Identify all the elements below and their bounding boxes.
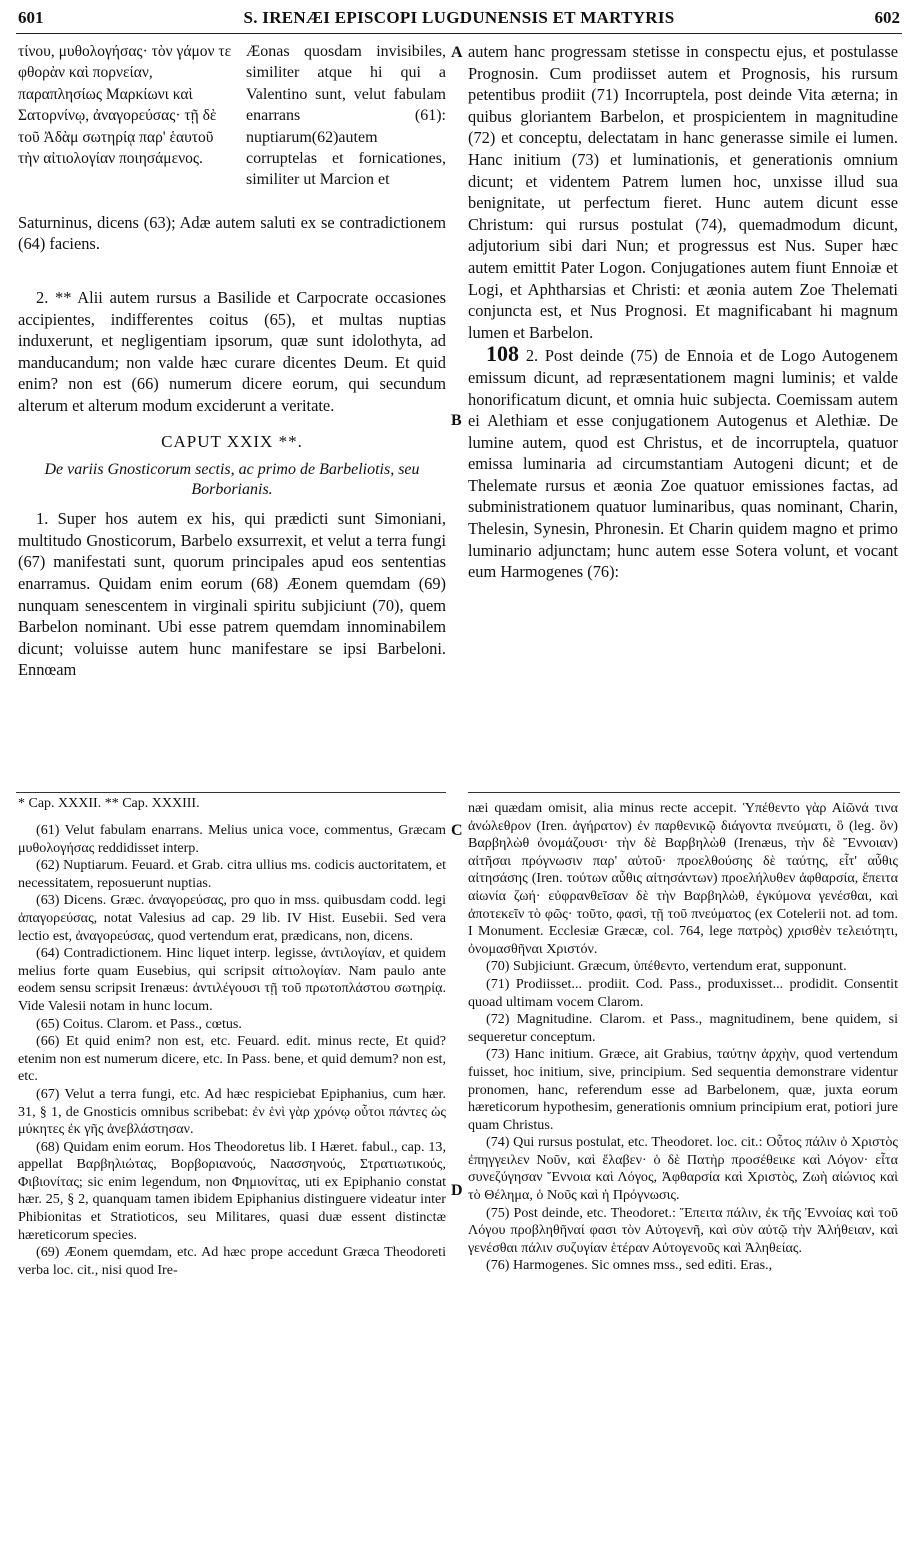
chapter-paragraph-1: 1. Super hos autem ex his, qui prædicti sunt Simoniani, multitudo Gnosticorum, Barbelo exsurrexit, et velut a terra fungi (67) manifestati sunt, quorum principales apud eos sententias enarramus. Quidam enim eorum (68) Æonem quemdam (69) nunquam senescentem in virginali spiritu subjiciunt (70), quem Barbelon nominant. Ubi esse patrem quemdam innominabilem dicunt; voluisse autem hunc manifestare se ipsi Barbeloni. Ennœam: [18, 509, 446, 680]
margin-mark-c: C: [451, 822, 463, 839]
left-main-text: [18, 287, 446, 681]
chapter-references: * Cap. XXXII. ** Cap. XXXIII.: [18, 796, 200, 811]
latin-text-block: Æonas quosdam invisibiles, similiter atque hi qui a Valentino sunt, velut fabulam enarrans (61): nuptiarum(62)autem corruptelas et fornicationes, similiter ut Marcion et: [246, 43, 446, 189]
chapter-heading: CAPUT XXIX **.: [161, 431, 303, 451]
footnote: (66) Et quid enim? non est, etc. Feuard. edit. minus recte, Et quid? etenim non est numerum dicere, etc. In Pass. bene, et quid demum? non est, etc.: [18, 1033, 446, 1085]
footnote: (62) Nuptiarum. Feuard. et Grab. citra ullius ms. codicis auctoritatem, et necessitatem, reposuerunt nuptias.: [18, 857, 446, 891]
footnote: (72) Magnitudine. Clarom. et Pass., magnitudinem, bene quidem, si sequeretur conceptum.: [468, 1011, 898, 1045]
footnote: (65) Coitus. Clarom. et Pass., cœtus.: [36, 1015, 242, 1032]
footnote: (68) Quidam enim eorum. Hos Theodoretus lib. I Hæret. fabul., cap. 13, appellat Βαρβηλιώτας, Βορβοριανούς, Νaασσηνούς, Στρατιωτικούς, Φιβιονίτας; sic enim legendum, non Φημιονίτας, uti ex Epiphanio constat hær. 25, § 2, quanquam tamen ibidem Epiphanius distinguere videatur inter Phibionitas et Stratioticos, seu Militares, quasi duæ essent distinctæ hæreticorum species.: [18, 1138, 446, 1243]
footnote-rule-left: [16, 792, 446, 793]
footnotes-left: [18, 822, 446, 1279]
footnote: (73) Hanc initium. Græce, ait Grabius, ταύτην ἀρχὴν, quod vertendum fuisset, hoc initium, sive, principium. Sed sequentia demonstrare videntur pronomen, hanc, referendum esse ad Barbelonem, quæ, juxta eorum hæreticorum hypothesim, generationis omnium principium erat, potiori jure quam Christus.: [468, 1046, 898, 1133]
header-rule: [16, 33, 902, 34]
footnote: (70) Subjiciunt. Græcum, ὑπέθεντο, vertendum erat, supponunt.: [486, 958, 847, 975]
footnote: (71) Prodiisset... prodiit. Cod. Pass., produxisset... prodidit. Consentit quoad ultimam vocem Clarom.: [468, 975, 898, 1010]
greek-text-block: τίνου, μυθολογήσας· τὸν γάμον τε φθορὰν καὶ πορνείαν, παραπλησίως Μαρκίωνι καὶ Σατορνίνῳ, ἀναγορεύσας· τῇ δὲ τοῦ Ἀδὰμ σωτηρίᾳ παρ' ἑαυτοῦ τὴν αἰτιολογίαν ποιησάμενος.: [18, 43, 232, 168]
footnote: (61) Velut fabulam enarrans. Melius unica voce, commentus, Græcam μυθολογήσας reddidisset interp.: [18, 822, 446, 856]
footnote-continuation: næi quædam omisit, alia minus recte accepit. Ὑπέθεντο γὰρ Αἰῶνά τινα ἀνώλεθρον (Iren. ἀγήρατον) ἐν παρθενικῷ διάγοντα πνεύματι, ὃ (leg. ὃν) Βαρβηλὼθ ὀνομάζουσι· τὴν δὲ Βαρβηλὼθ (Irenæus, τὴν δὲ Ἔννοιαν) αἰτῆσαι πρόγνωσιν παρ' αὐτοῦ· προελθούσης δὲ ταύτης, εἶτ' αὖθις αἰτησάσης (Iren. τούτων αὖθις αἰτησάντων) προελήλυθεν ἀφθαρσία, ἔπειτα αἰωνία ζωή· εὐφρανθεῖσαν δὲ τὴν Βαρβηλὼθ, ἐγκύμονα γενέσθαι, καὶ ἀποτεκεῖν τὸ φῶς· τοῦτο, φασὶ, τῇ τοῦ πνεύματος (ex Cotelerii not. ad tom. I Monument. Ecclesiæ Græcæ, col. 764, lege πατρὸς) χρισθὲν τελειότητι, ὀνομασθῆναι Χριστόν.: [468, 800, 898, 957]
paragraph-2: 2. ** Alii autem rursus a Basilide et Carpocrate occasiones accipientes, indifferentes coitus (65), et multas nuptias induxerunt, et negligentiam ipsorum, quæ sunt idolothyta, ad manducandum; non valde hæc curare dicentes Deum. Et quid enim? non est (66) numerum dicere eorum, qui secundum alterum et alterum modum exciderunt a veritate.: [18, 288, 446, 415]
latin-continuation: Saturninus, dicens (63); Adæ autem saluti ex se contradictionem (64) faciens.: [18, 213, 446, 254]
margin-mark-b: B: [451, 412, 462, 429]
right-main-text: [468, 41, 898, 583]
footnote: (63) Dicens. Græc. ἀναγορεύσας, pro quo in mss. quibusdam codd. legi ἀπαγορεύσας, notat Valesius ad cap. 29 lib. IV Hist. Eusebii. Sed vera lectio est, ἀναγορεύσας, quod vertendum erat, prædicans, non, dicens.: [18, 892, 446, 944]
footnote: (74) Qui rursus postulat, etc. Theodoret. loc. cit.: Οὗτος πάλιν ὁ Χριστὸς ἐπηγγειλεν Νοῦν, καὶ ἔλαβεν· ὁ δὲ Πατὴρ προσέθεικε καὶ Λόγον· εἶτα συνεζύγησαν Ἔννοια καὶ Λόγος, Ἀφθαρσία καὶ Χριστὸς, Ζωὴ αἰώνιος καὶ τὸ Θέλημα, ὁ Νοῦς καὶ ἡ Πρόγνωσις.: [468, 1134, 898, 1204]
running-title: S. IRENÆI EPISCOPI LUGDUNENSIS ET MARTYRIS: [243, 8, 675, 27]
footnote: (75) Post deinde, etc. Theodoret.: Ἔπειτα πάλιν, ἐκ τῆς Ἐννοίας καὶ τοῦ Λόγου προβληθῆναί φασι τὸν Αὐτογενῆ, καὶ σὺν αὐτῷ τὴν Ἀλήθειαν, καὶ γενέσθαι πάλιν συζυγίαν ἑτέραν Αὐτογενοῦς καὶ Ἀληθείας.: [468, 1204, 898, 1256]
left-page-number: 601: [18, 8, 44, 27]
section-number: 108: [486, 341, 519, 367]
right-paragraph-2-text: 2. Post deinde (75) de Ennoia et de Logo Autogenem emissum dicunt, ad repræsentationem magni luminis; et valde honorificatum dicunt, et omnia huic subjecta. Coemissam autem ei Alethiam et esse conjugationem Autogenus et Alethiæ. De lumine autem, quod est Christus, et de incorruptela, quatuor emissa luminaria ad circumstantiam Autogeni dicunt; et de Thelemate rursus et æonia Zoe quatuor emissiones factas, ad subministrationem quatuor luminaribus, quas nominant, Charin, Thelesin, Synesin, Phronesin. Et Charin quidem magno et primo luminario adjunctam; hunc autem esse Sotera volunt, et vocant eum Harmogenes (76):: [468, 346, 898, 582]
margin-mark-d: D: [451, 1182, 463, 1199]
right-paragraph-2: [468, 343, 898, 583]
margin-mark-a: A: [451, 44, 463, 61]
chapter-subtitle: De variis Gnosticorum sectis, ac primo de Barbeliotis, seu Borborianis.: [44, 461, 420, 499]
footnote: (76) Harmogenes. Sic omnes mss., sed editi. Eras.,: [486, 1257, 773, 1274]
footnote-rule-right: [468, 792, 900, 793]
footnote: (69) Æonem quemdam, etc. Ad hæc prope accedunt Græca Theodoreti verba loc. cit., nisi quod Ire-: [18, 1244, 446, 1278]
right-page-number: 602: [874, 8, 900, 27]
footnote: (67) Velut a terra fungi, etc. Ad hæc respiciebat Epiphanius, cum hær. 31, § 1, de Gnosticis omnibus scribebat: ἐν ἑνὶ γὰρ χρόνῳ οὗτοι πάντες ὡς μύκητες ἐκ γῆς ἀνεβλάστησαν.: [18, 1085, 446, 1138]
footnote: (64) Contradictionem. Hinc liquet interp. legisse, ἀντιλογίαν, et quidem melius forte quam Eusebius, qui scripsit αἰτιολογίαν. Nam paulo ante eodem sensu scripsit Irenæus: ἀντιλέγουσι τῇ τοῦ πρωτοπλάστου σωτηρίᾳ. Vide Valesii notam in hunc locum.: [18, 945, 446, 1014]
right-paragraph-1: autem hanc progressam stetisse in conspectu ejus, et postulasse Prognosin. Cum prodiisset autem et Prognosis, his rursum petentibus prodiit (71) Incorruptela, post deinde Vita æterna; in quibus gloriantem Barbelon, et prospicientem in magnitudine (72) et conceptu, delectatam in hanc generasse simile ei lumen. Hanc initium (73) et luminationis, et generationis omnium dicunt; et videntem Patrem lumen hoc, unxisse illud sua benignitate, ut perfectum fieret. Hunc autem dicunt esse Christum: qui rursus postulat (74), quemadmodum dicunt, adjutorium sibi dari Nun; et progressus est Nus. Super hæc autem emittit Pater Logon. Conjugationes autem fiunt Ennoiæ et Logi, et Aphtharsias et Christi: et æonia autem Zoe Thelemati conjuncta est, et Nus Prognosi. Et magnificabant hi magnum lumen et Barbelon.: [468, 42, 898, 342]
footnotes-right: [468, 800, 898, 1275]
